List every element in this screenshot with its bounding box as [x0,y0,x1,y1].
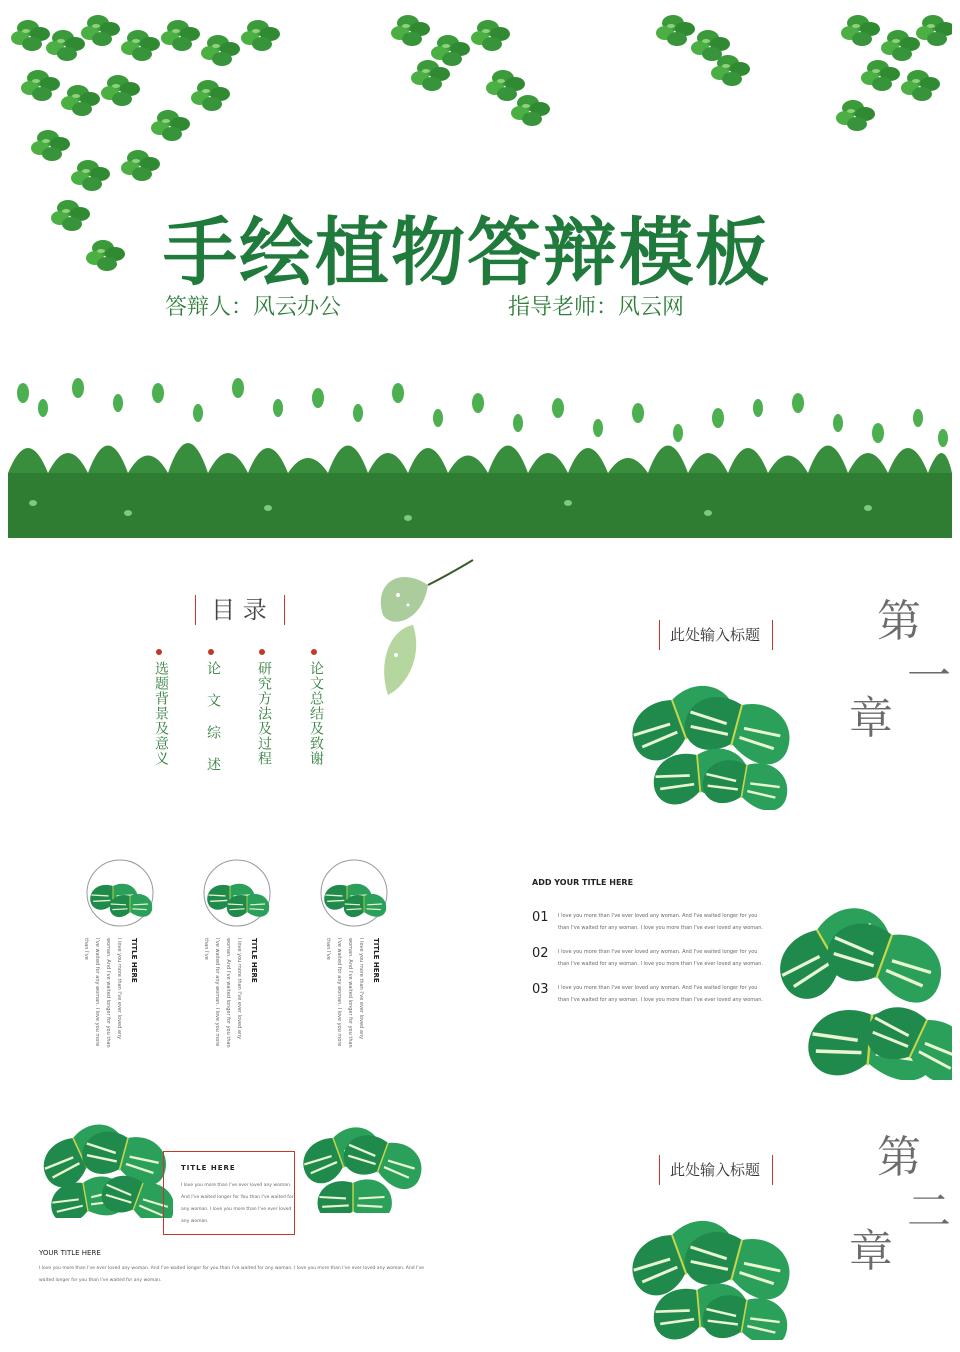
list-num-3: 03 [532,982,549,997]
box-line-1: I love you more than I've ever loved any woman. [181,1183,292,1188]
toc-item-2[interactable]: 论 文 综 述 [205,661,221,772]
list-num-2: 02 [532,946,549,961]
card-1-body: I love you more than I've ever loved any woman. And I've waited longer for you than I've waited for any woman. I love you more than I've [83,938,122,1048]
card-3-body: I love you more than I've ever loved any woman. And I've waited longer for you than I've waited for any woman. I love you more than I've [325,938,364,1048]
toc-dot-1 [156,649,162,655]
list-item-3-line-1: I love you more than I've ever loved any woman. And I've waited longer for you [558,985,758,991]
toc-dot-3 [259,649,265,655]
toc-item-4[interactable]: 论文总结及致谢 [308,661,324,766]
footer-line-1: I love you more than I've ever loved any woman. And I've waited longer for you than I've waited for any woman. I love you more than I've ever loved any woman. And I've [39,1266,425,1271]
chapter-1-char-1: 第 [877,596,921,647]
toc-item-3[interactable]: 研究方法及过程 [256,661,272,766]
cover-title: 手绘植物答辩模板 [163,210,771,296]
chapter-2-slide [482,1093,952,1343]
list-num-1: 01 [532,910,549,925]
cards-slide [8,820,478,1088]
text-box [163,1151,295,1235]
list-item-2-line-1: I love you more than I've ever loved any woman. And I've waited longer for you [558,949,758,955]
list-item-1-line-2: than I've waited for any woman. I love you more than I've ever loved any woman. [558,925,763,931]
chapter-1-char-2: 一 [907,651,951,702]
chapter-2-char-3: 章 [849,1226,893,1277]
card-2-title: TITLE HERE [250,938,258,983]
chapter-2-heading: 此处输入标题 [669,1161,760,1179]
grass-border-illustration [8,363,952,538]
list-item-2-line-2: than I've waited for any woman. I love you more than I've ever loved any woman. [558,961,763,967]
chapter-1-heading: 此处输入标题 [669,626,760,644]
chapter-2-char-1: 第 [877,1132,921,1183]
list-item-3-line-2: than I've waited for any woman. I love you more than I've ever loved any woman. [558,997,763,1003]
box-line-2: And I've waited longer for You than I've waited for [181,1195,294,1200]
card-2-body: I love you more than I've ever loved any woman. And I've waited longer for you than I've waited for any woman. I love you more than I've [203,938,242,1048]
left-monstera-illustration [33,1103,173,1218]
toc-dot-4 [311,649,317,655]
card-1-title: TITLE HERE [130,938,138,983]
defender-label: 答辩人：风云办公 [165,295,342,320]
toc-item-1[interactable]: 选题背景及意义 [153,661,169,766]
monstera-plant-illustration [622,655,792,810]
toc-dot-2 [208,649,214,655]
card-1-image [85,858,155,928]
chapter-2-char-2: 二 [907,1186,951,1237]
cover-slide [8,8,952,538]
chapter-1-slide [482,545,952,813]
footer-line-2: waited longer for you than I've waited for any woman. [39,1278,162,1283]
watercolor-leaf-illustration [368,555,478,705]
box-slide [8,1093,478,1343]
card-3-image [319,858,389,928]
right-monstera-illustration [293,1108,423,1213]
card-3-title: TITLE HERE [372,938,380,983]
toc-title: 目 录 [211,596,267,624]
card-2-image [202,858,272,928]
chapter-1-char-3: 章 [849,693,893,744]
box-title: TITLE HERE [181,1164,236,1172]
monstera-plant-illustration-2 [622,1190,792,1340]
box-line-4: any woman. [181,1219,209,1224]
toc-slide [8,545,478,813]
footer-title: YOUR TITLE HERE [39,1249,101,1257]
large-monstera-illustration [762,875,952,1080]
list-item-1-line-1: I love you more than I've ever loved any woman. And I've waited longer for you [558,913,758,919]
advisor-label: 指导老师：风云网 [508,295,685,320]
box-line-3: any woman. I love you more than I've ever loved [181,1207,292,1212]
list-slide [482,820,952,1088]
list-slide-title: ADD YOUR TITLE HERE [532,878,634,887]
